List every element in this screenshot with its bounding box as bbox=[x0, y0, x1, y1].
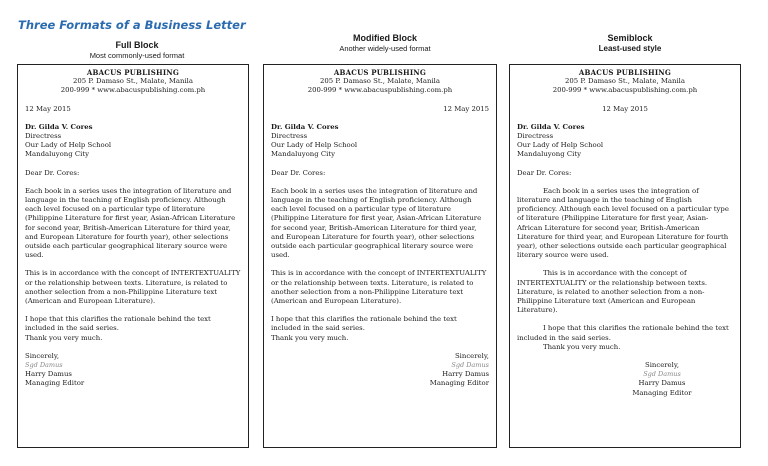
signer-title: Managing Editor bbox=[25, 379, 85, 388]
signer-name: Harry Damus bbox=[25, 370, 72, 379]
recipient-org: Our Lady of Help School bbox=[25, 141, 112, 150]
company-name: ABACUS PUBLISHING bbox=[86, 68, 180, 77]
format-header-semiblock bbox=[510, 33, 750, 53]
format-name: Modified Block bbox=[352, 33, 417, 43]
letter-date: 12 May 2015 bbox=[25, 104, 71, 113]
salutation: Dear Dr. Cores: bbox=[517, 168, 572, 177]
body-paragraph-1: Each book in a series uses the integration of literature and language in the teaching of English proficiency. Although each level focused on a particular type of literature (Philippine Literature for first year, Asian-African Literature for second year, British-American Literature for third year, and European Literature for fourth year), other selections outside each particular geographical literary source were used. bbox=[271, 186, 482, 260]
recipient-city: Mandaluyong City bbox=[25, 150, 89, 159]
company-address: 205 P. Damaso St., Malate, Manila bbox=[73, 77, 193, 86]
format-subtitle: Most commonly-used format bbox=[89, 51, 185, 60]
signature: Sgd Damus bbox=[451, 361, 489, 370]
signature: Sgd Damus bbox=[25, 361, 63, 370]
format-header-full-block bbox=[17, 40, 257, 60]
thanks-line: Thank you very much. bbox=[25, 333, 103, 342]
salutation: Dear Dr. Cores: bbox=[271, 168, 326, 177]
company-address: 205 P. Damaso St., Malate, Manila bbox=[565, 77, 685, 86]
format-name: Semiblock bbox=[607, 33, 653, 43]
body-paragraph-2: This is in accordance with the concept of INTERTEXTUALITY or the relationship between texts. Literature, is related to another selection from a non-Philippine Literature text (American and European Literature). bbox=[517, 269, 708, 315]
recipient-org: Our Lady of Help School bbox=[517, 141, 604, 150]
salutation: Dear Dr. Cores: bbox=[25, 168, 80, 177]
recipient-name: Dr. Gilda V. Cores bbox=[271, 122, 339, 131]
company-contact: 200-999 * www.abacuspublishing.com.ph bbox=[60, 86, 206, 95]
letter-date: 12 May 2015 bbox=[602, 104, 648, 113]
recipient-title: Directress bbox=[25, 132, 62, 141]
thanks-line: Thank you very much. bbox=[271, 333, 349, 342]
body-paragraph-3: I hope that this clarifies the rationale behind the text included in the said series. bbox=[271, 315, 457, 333]
closing: Sincerely, bbox=[644, 361, 680, 370]
recipient-city: Mandaluyong City bbox=[517, 150, 581, 159]
letterhead bbox=[25, 68, 241, 96]
body-paragraph-1: Each book in a series uses the integration of literature and language in the teaching of English proficiency. Although each level focused on a particular type of literature (Philippine Literature for first year, Asian-African Literature for second year, British-American Literature for third year, and European Literature for fourth year), other selections outside each particular geographical literary source were used. bbox=[25, 186, 236, 260]
body-paragraph-2: This is in accordance with the concept of INTERTEXTUALITY or the relationship between texts. Literature, is related to another selection from a non-Philippine Literature text (American and European Literature). bbox=[271, 269, 487, 306]
company-address: 205 P. Damaso St., Malate, Manila bbox=[320, 77, 440, 86]
body-paragraph-3: I hope that this clarifies the rationale behind the text included in the said series. bbox=[25, 315, 211, 333]
letter-semiblock bbox=[509, 64, 741, 448]
letterhead bbox=[271, 68, 489, 96]
thanks-line: Thank you very much. bbox=[543, 342, 621, 351]
letter-date: 12 May 2015 bbox=[443, 104, 489, 113]
recipient-org: Our Lady of Help School bbox=[271, 141, 358, 150]
recipient-city: Mandaluyong City bbox=[271, 150, 335, 159]
company-name: ABACUS PUBLISHING bbox=[578, 68, 672, 77]
closing: Sincerely, bbox=[454, 351, 489, 360]
company-contact: 200-999 * www.abacuspublishing.com.ph bbox=[307, 86, 453, 95]
recipient-name: Dr. Gilda V. Cores bbox=[25, 122, 93, 131]
format-subtitle: Another widely-used format bbox=[339, 44, 431, 53]
recipient-name: Dr. Gilda V. Cores bbox=[517, 122, 585, 131]
body-paragraph-3: I hope that this clarifies the rationale behind the text included in the said series. bbox=[517, 324, 729, 342]
company-contact: 200-999 * www.abacuspublishing.com.ph bbox=[552, 86, 698, 95]
body-paragraph-1: Each book in a series uses the integration of literature and language in the teaching of English proficiency. Although each level focused on a particular type of literature (Philippine Literature for first year, Asian-African Literature for second year, British-American Literature for third year, and European Literature for fourth year), other selections outside each particular geographical literary source were used. bbox=[517, 186, 729, 260]
letterhead bbox=[517, 68, 733, 96]
page-title: Three Formats of a Business Letter bbox=[18, 18, 246, 32]
recipient-title: Directress bbox=[517, 132, 554, 141]
letter-modified-block bbox=[263, 64, 497, 448]
format-name: Full Block bbox=[115, 40, 159, 50]
signature: Sgd Damus bbox=[643, 370, 681, 379]
format-subtitle: Least-used style bbox=[598, 44, 662, 53]
letter-full-block bbox=[17, 64, 249, 448]
body-paragraph-2: This is in accordance with the concept of INTERTEXTUALITY or the relationship between texts. Literature, is related to another selection from a non-Philippine Literature text (American and European Literature). bbox=[25, 269, 241, 306]
format-header-modified-block bbox=[265, 33, 505, 53]
closing: Sincerely, bbox=[25, 351, 60, 360]
closing-block bbox=[517, 361, 712, 398]
signer-title: Managing Editor bbox=[632, 388, 692, 397]
signer-title: Managing Editor bbox=[429, 379, 489, 388]
signer-name: Harry Damus bbox=[638, 379, 686, 388]
signer-name: Harry Damus bbox=[442, 370, 489, 379]
company-name: ABACUS PUBLISHING bbox=[333, 68, 427, 77]
recipient-title: Directress bbox=[271, 132, 308, 141]
